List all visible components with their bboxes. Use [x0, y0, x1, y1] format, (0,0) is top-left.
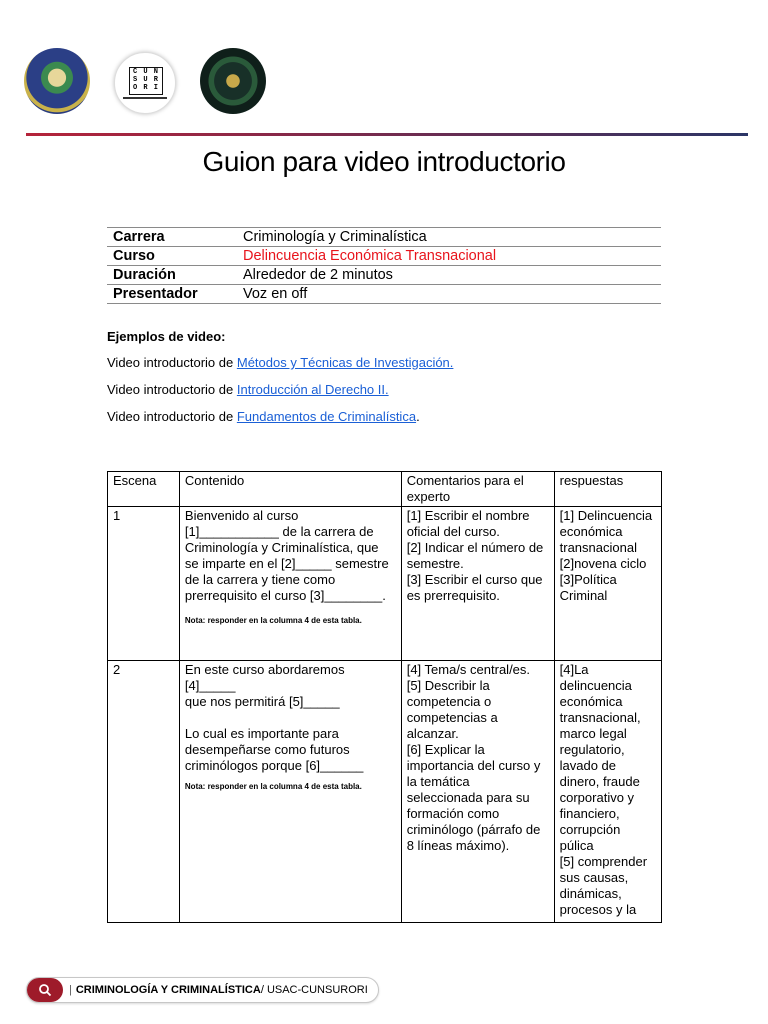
info-row-duracion: Duración Alrededor de 2 minutos [107, 266, 661, 285]
scene-number: 1 [108, 507, 180, 661]
scene-content: Bienvenido al curso [1]___________ de la carrera de Criminología y Criminalística, que se imparte en el [2]_____ semestre de la carrera y tiene como prerrequisito el curso [3]________. Nota: responder en la columna 4 de esta tabla. [179, 507, 401, 661]
scene-content: En este curso abordaremos [4]_____ que nos permitirá [5]_____ Lo cual es importante para desempeñarse como futuros criminólogos porque [6]______ Nota: responder en la columna 4 de esta tabla. [179, 661, 401, 923]
table-header-row [108, 472, 662, 507]
scene-comments: [4] Tema/s central/es. [5] Describir la competencia o competencias a alcanzar. [6] Explicar la importancia del curso y la temática seleccionada para su formación como criminólogo (párrafo de 8 líneas máximo). [401, 661, 554, 923]
footer-badge: | CRIMINOLOGÍA Y CRIMINALÍSTICA / USAC-CUNSURORI [26, 977, 379, 1003]
header-escena: Escena [108, 472, 180, 507]
usac-seal-logo [24, 48, 90, 114]
footer-program: CRIMINOLOGÍA Y CRIMINALÍSTICA [75, 984, 261, 996]
nota: Nota: responder en la columna 4 de esta tabla. [184, 782, 362, 791]
table-row [108, 661, 662, 923]
footer-institution: / USAC-CUNSURORI [260, 984, 368, 996]
search-icon [27, 978, 63, 1002]
example-line-1: Video introductorio de Métodos y Técnicas de Investigación. [107, 355, 454, 370]
examples-heading: Ejemplos de video: [107, 329, 226, 344]
header-respuestas: respuestas [554, 472, 661, 507]
fingerprint-emblem-logo [200, 48, 266, 114]
scene-answers: [1] Delincuencia económica transnacional [2]novena ciclo [3]Política Criminal [554, 507, 661, 661]
script-table [107, 471, 662, 923]
header-contenido: Contenido [179, 472, 401, 507]
header-divider [26, 133, 748, 136]
scene-answers: [4]La delincuencia económica transnacional, marco legal regulatorio, lavado de dinero, fraude corporativo y financiero, corrupción púlica [5] comprender sus causas, dinámicas, procesos y la [554, 661, 661, 923]
example-line-3: Video introductorio de Fundamentos de Criminalística. [107, 409, 420, 424]
video-examples [107, 329, 453, 436]
info-row-carrera: Carrera Criminología y Criminalística [107, 228, 661, 247]
link-criminalistica[interactable]: Fundamentos de Criminalística [236, 409, 417, 424]
table-row [108, 507, 662, 661]
page-title: Guion para video introductorio [202, 146, 566, 177]
link-derecho[interactable]: Introducción al Derecho II. [236, 382, 389, 397]
course-info-table [107, 227, 661, 304]
scene-comments: [1] Escribir el nombre oficial del curso. [2] Indicar el número de semestre. [3] Escribir el curso que es prerrequisito. [401, 507, 554, 661]
info-row-curso: Curso Delincuencia Económica Transnacional [107, 247, 661, 266]
example-line-2: Video introductorio de Introducción al Derecho II. [107, 382, 389, 397]
nota: Nota: responder en la columna 4 de esta tabla. [184, 616, 362, 625]
cunsurori-logo-lettering: C U N S U R O R I [129, 67, 163, 95]
link-metodos[interactable]: Métodos y Técnicas de Investigación. [236, 355, 454, 370]
scene-number: 2 [108, 661, 180, 923]
cunsurori-logo [114, 52, 176, 114]
info-row-presentador: Presentador Voz en off [107, 285, 661, 304]
header-comentarios: Comentarios para el experto [401, 472, 554, 507]
